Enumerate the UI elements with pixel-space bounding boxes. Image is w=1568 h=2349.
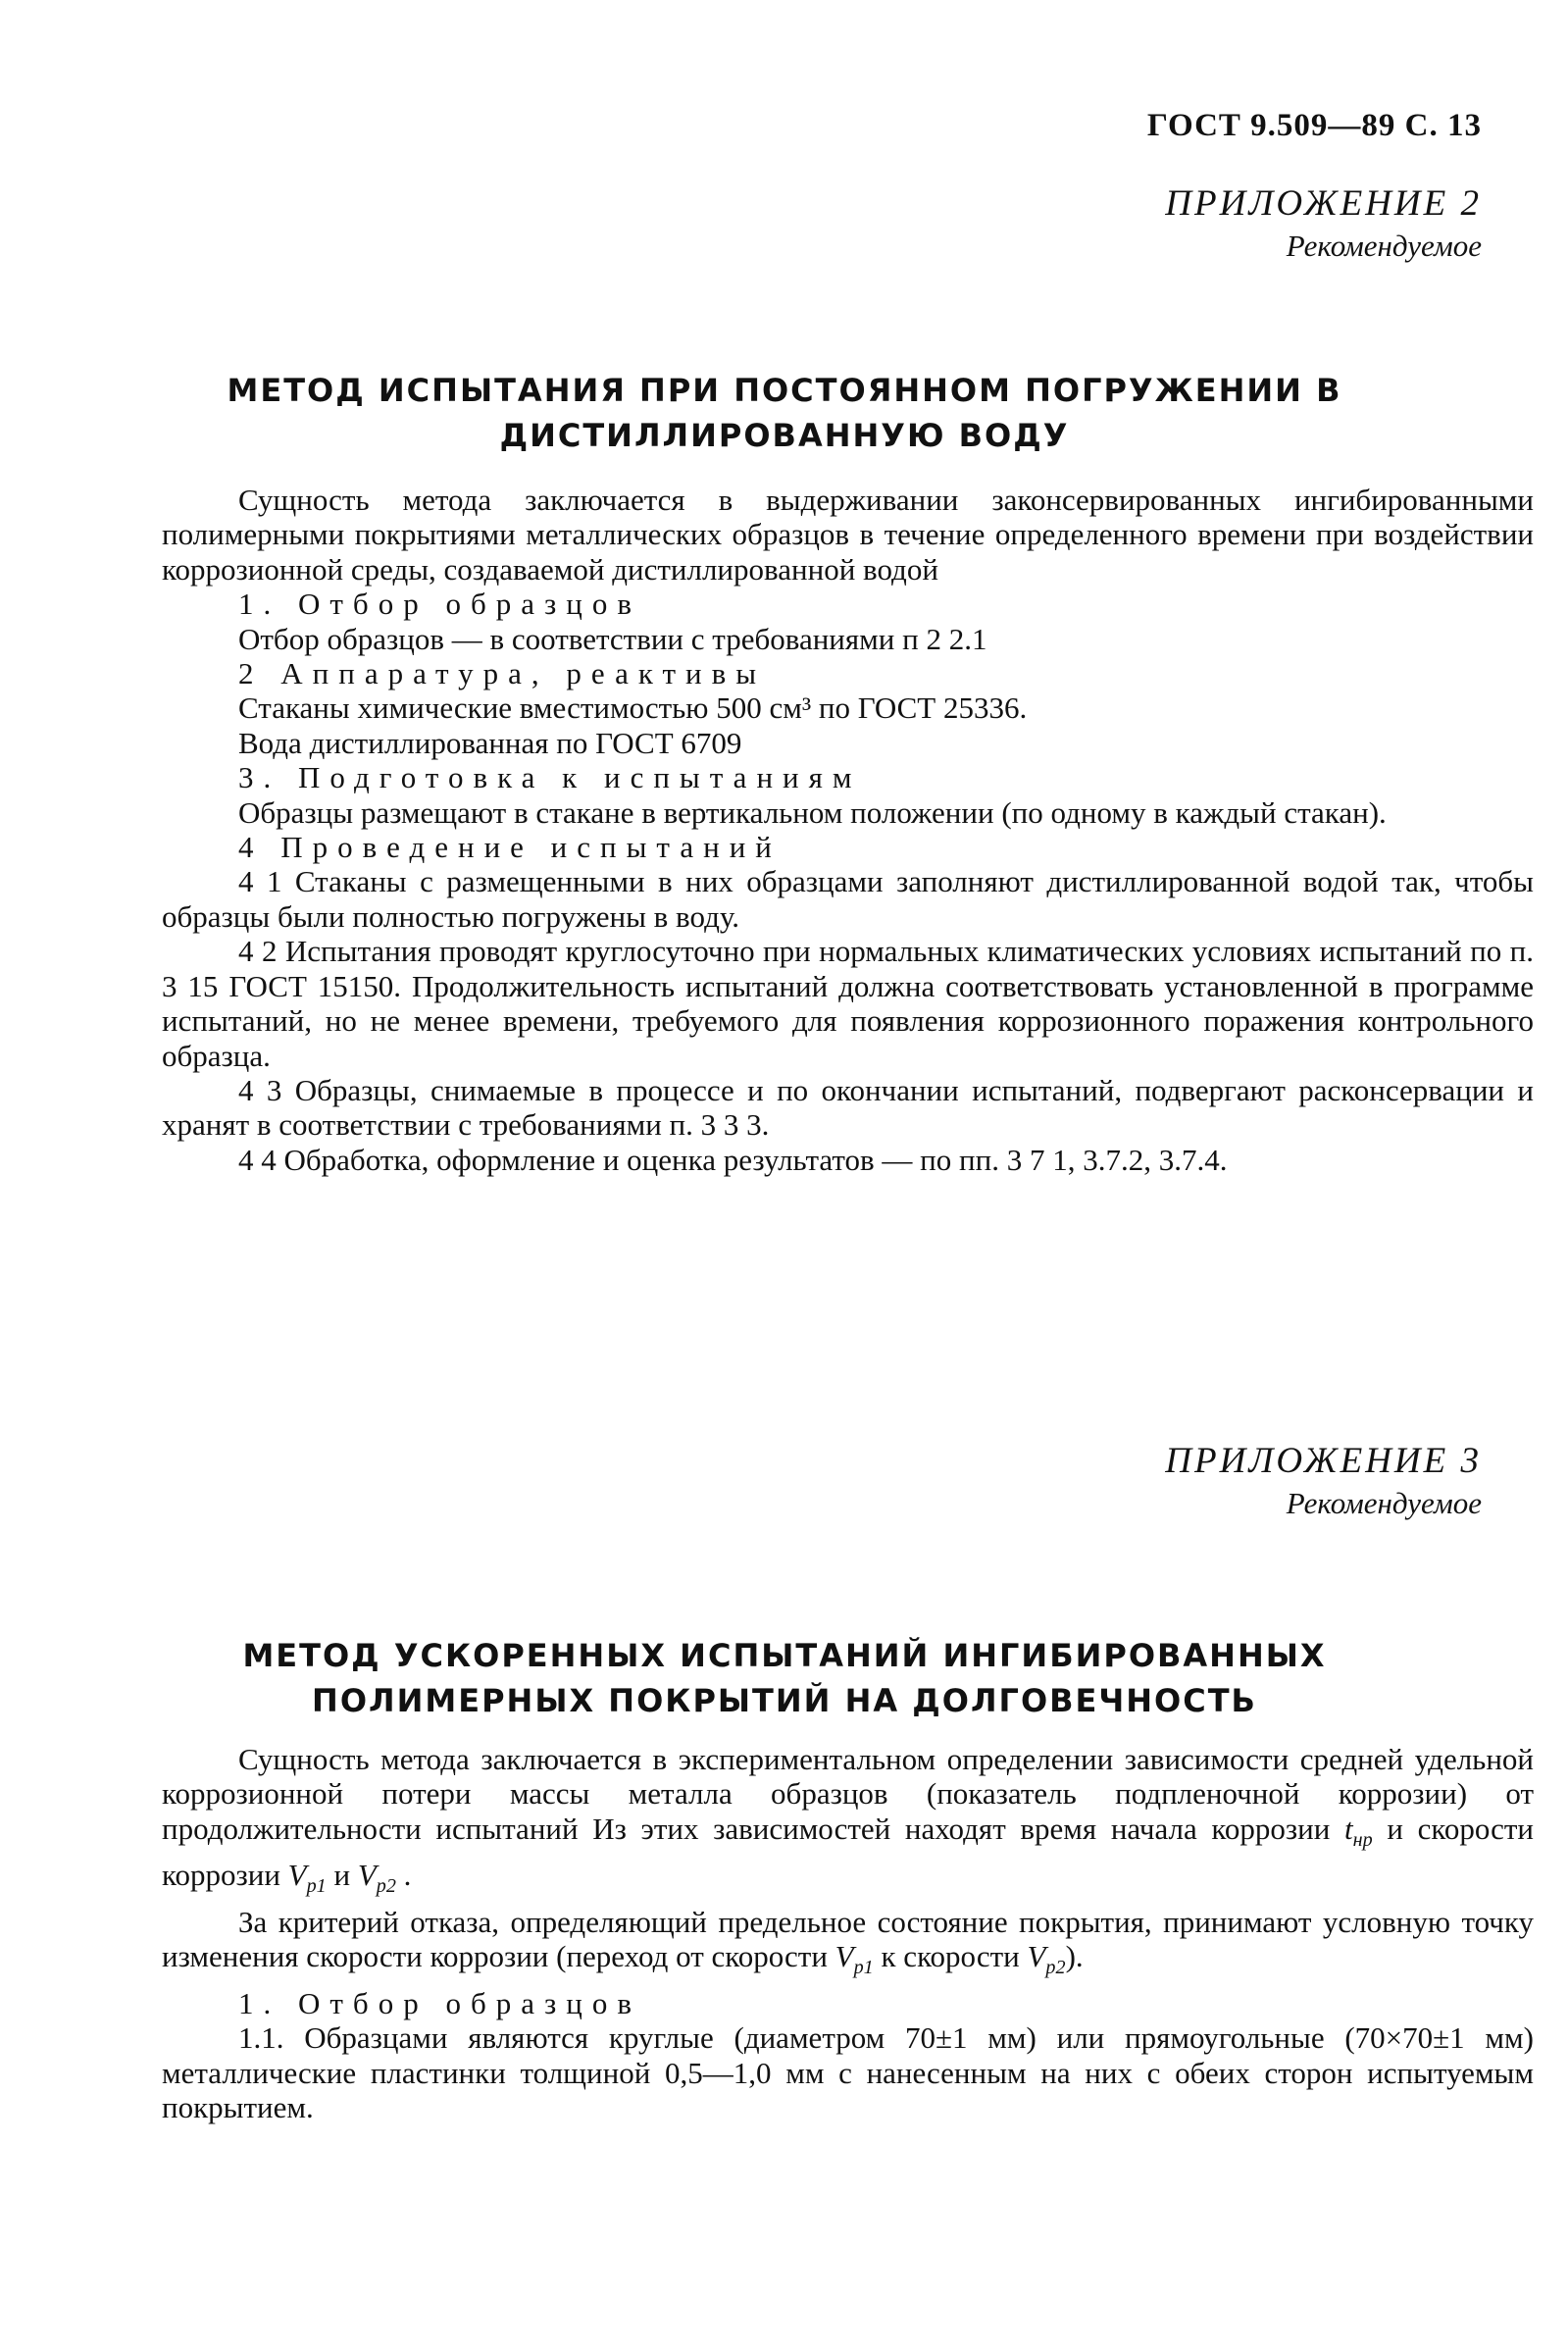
symbol-t-subscript: нр bbox=[1352, 1829, 1373, 1851]
annex-2-section-2-heading: 2 Аппаратура, реактивы bbox=[238, 656, 767, 691]
annex-3-title-line-2: ПОЛИМЕРНЫХ ПОКРЫТИЙ НА ДОЛГОВЕЧНОСТЬ bbox=[312, 1682, 1257, 1719]
annex-2-section-1-heading: 1. Отбор образцов bbox=[238, 587, 641, 622]
annex-2-section-2-line-2: Вода дистиллированная по ГОСТ 6709 bbox=[238, 725, 742, 760]
annex-3-paragraph-1-1: 1.1. Образцами являются круглые (диаметром 70±1 мм) или прямоугольные (70×70±1 мм) металлические пластинки толщиной 0,5—1,0 мм с нанесенным на них с обеих сторон испытуемым покрытием. bbox=[162, 2020, 1534, 2125]
symbol-v1-subscript: p1 bbox=[306, 1875, 327, 1898]
annex-2-body bbox=[162, 483, 1534, 1177]
annex-3-body bbox=[162, 1742, 1534, 2125]
annex-3-criterion bbox=[162, 1905, 1534, 1986]
annex-2-title-line-2: ДИСТИЛЛИРОВАННУЮ ВОДУ bbox=[499, 417, 1070, 454]
annex-2-paragraph-4-4: 4 4 Обработка, оформление и оценка результатов — по пп. 3 7 1, 3.7.2, 3.7.4. bbox=[238, 1142, 1228, 1177]
annex-2-section-4-heading: 4 Проведение испытаний bbox=[238, 830, 782, 865]
symbol-v2: V bbox=[357, 1858, 377, 1893]
annex-2-paragraph-4-1: 4 1 Стаканы с размещенными в них образцами заполняют дистиллированной водой так, чтобы образцы были полностью погружены в воду. bbox=[162, 864, 1534, 934]
annex-2-title-line-1: МЕТОД ИСПЫТАНИЯ ПРИ ПОСТОЯННОМ ПОГРУЖЕНИИ В bbox=[227, 372, 1342, 409]
annex-2-section-3-heading: 3. Подготовка к испытаниям bbox=[238, 760, 862, 795]
annex-2-section-2-line-1: Стаканы химические вместимостью 500 см³ по ГОСТ 25336. bbox=[238, 690, 1028, 726]
annex-2-status: Рекомендуемое bbox=[1286, 229, 1482, 263]
symbol-v2-subscript: p2 bbox=[376, 1875, 396, 1898]
symbol-t: t bbox=[1344, 1811, 1353, 1846]
annex-3-criterion-end: ). bbox=[1065, 1939, 1084, 1974]
criterion-symbol-v1: V bbox=[835, 1939, 854, 1974]
annex-3-intro bbox=[162, 1742, 1534, 1905]
annex-2-intro: Сущность метода заключается в выдерживании законсервированных ингибированными полимерными покрытиями металлических образцов в течение определенного времени при воздействии коррозионной среды, создаваемой дистиллированной водой bbox=[162, 483, 1534, 587]
annex-3-label: ПРИЛОЖЕНИЕ 3 bbox=[1165, 1441, 1482, 1481]
criterion-symbol-v2-subscript: p2 bbox=[1045, 1957, 1066, 1979]
symbol-v1: V bbox=[287, 1858, 307, 1893]
annex-2-paragraph-4-3: 4 3 Образцы, снимаемые в процессе и по окончании испытаний, подвергают расконсервации и хранят в соответствии с требованиями п. 3 3 3. bbox=[162, 1072, 1534, 1143]
page-header: ГОСТ 9.509—89 С. 13 bbox=[1146, 108, 1482, 143]
annex-3-intro-text-a: Сущность метода заключается в экспериментальном определении зависимости средней удельной коррозионной потери массы металла образцов (показатель подпленочной коррозии) от продолжительности испытаний Из этих зависимостей находят время начала коррозии bbox=[162, 1742, 1534, 1846]
annex-3-label-block bbox=[1165, 1440, 1482, 1521]
annex-3-intro-text-c: и bbox=[333, 1858, 351, 1893]
annex-3-status: Рекомендуемое bbox=[1286, 1486, 1482, 1520]
annex-3-intro-end: . bbox=[403, 1858, 412, 1893]
annex-2-section-3-text: Образцы размещают в стакане в вертикальном положении (по одному в каждый стакан). bbox=[238, 794, 1387, 830]
annex-2-title bbox=[147, 368, 1422, 458]
annex-3-section-1-heading: 1. Отбор образцов bbox=[238, 1986, 641, 2020]
annex-3-criterion-text-a: За критерий отказа, определяющий предельное состояние покрытия, принимают условную точку изменения скорости коррозии (переход от скорости bbox=[162, 1905, 1534, 1974]
annex-3-title bbox=[147, 1633, 1422, 1723]
annex-2-label: ПРИЛОЖЕНИЕ 2 bbox=[1165, 183, 1482, 224]
annex-3-criterion-text-b: к скорости bbox=[881, 1939, 1020, 1974]
annex-3-title-line-1: МЕТОД УСКОРЕННЫХ ИСПЫТАНИЙ ИНГИБИРОВАННЫХ bbox=[242, 1637, 1327, 1674]
criterion-symbol-v2: V bbox=[1027, 1939, 1046, 1974]
annex-3-intro-text-b: и скорости коррозии bbox=[162, 1811, 1534, 1893]
annex-2-paragraph-4-2: 4 2 Испытания проводят круглосуточно при нормальных климатических условиях испытаний по п. 3 15 ГОСТ 15150. Продолжительность испытаний должна соответствовать установленной в программе испытаний, но не менее времени, требуемого для появления коррозионного поражения контрольного образца. bbox=[162, 934, 1534, 1073]
annex-2-section-1-text: Отбор образцов — в соответствии с требованиями п 2 2.1 bbox=[238, 621, 987, 656]
annex-2-label-block bbox=[1165, 182, 1482, 264]
criterion-symbol-v1-subscript: p1 bbox=[853, 1957, 874, 1979]
